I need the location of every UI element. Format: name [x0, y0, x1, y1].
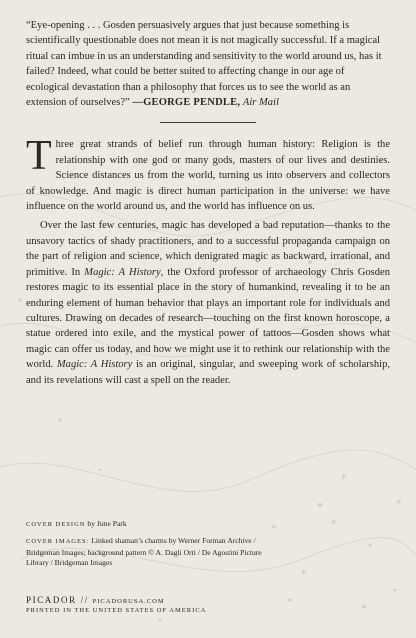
credit-value: Linked shaman’s charms by Werner Forman Archive / Bridgeman Images; background pattern © A. Dagli Orti / De Agostini Picture Library / Bridgeman Images — [26, 536, 262, 568]
description-paragraph-1 — [26, 133, 390, 214]
printed-in-line: PRINTED IN THE UNITED STATES OF AMERICA — [26, 607, 207, 614]
para1-text: hree great strands of belief run through human history: Religion is the relationship with one god or many gods, masters of our lives and destinies. Science distances us from the world, turning us into observers and collectors of knowledge. And magic is direct human participation in the universe: we have influence on the world around us, and the world has influence on us. — [26, 139, 390, 213]
svg-text:✶: ✶ — [395, 498, 403, 508]
credit-label: COVER DESIGN — [26, 521, 86, 528]
publisher-name: PICADOR — [26, 595, 77, 605]
description-paragraph-2 — [26, 218, 390, 387]
publisher-line — [26, 595, 165, 605]
svg-text:✶: ✶ — [330, 518, 338, 528]
review-quote — [26, 18, 390, 110]
svg-text:✶: ✶ — [300, 568, 308, 578]
book-title-italic: Magic: A History — [56, 359, 133, 371]
book-title-italic: Magic: A History — [84, 266, 161, 278]
back-cover-text — [26, 18, 390, 388]
divider-rule — [160, 122, 256, 123]
cover-credits — [26, 519, 276, 575]
para2-text-a: Over the last few centuries, magic has developed a bad reputation—thanks to the unsavory tactics of shady practitioners, and to a successful propaganda campaign on the part of religion and science, which denigrated magic as backward, irrational, and primitive. In — [26, 220, 390, 278]
quote-publication: Air Mail — [242, 97, 279, 109]
credit-label: COVER IMAGES: — [26, 538, 90, 546]
svg-text:✶: ✶ — [270, 523, 278, 533]
quote-text: “Eye-opening . . . Gosden persuasively argues that just because something is scientifically questionable does not mean it is not magically successful. If a magical ritual can imbue in us an understanding and sensitivity to the world around us, has it failed? Indeed, what could be better suited to affecting change in our age of ecological devastation than a philosophy that forces us to see the world as an extension of ourselves?” — [26, 20, 382, 109]
drop-cap: T — [26, 133, 52, 180]
cover-images-credit — [26, 536, 276, 568]
quote-author: —GEORGE PENDLE, — [132, 97, 241, 109]
svg-text:✶: ✶ — [340, 473, 348, 483]
separator: // — [76, 595, 93, 605]
credit-value: by June Park — [87, 519, 127, 528]
para2-text-b: , the Oxford professor of archaeology Chris Gosden restores magic to its essential place in the story of humankind, revealing it to be an enduring element of human behavior that plays an important role for individuals and cultures. Drawing on decades of research—touching on the first known horoscope, a statue ordered into exile, and the mystical power of tattoos—Gosden shows what magic can offer us today, and how we might use it to rethink our relationship with the world. — [26, 266, 390, 371]
cover-design-credit — [26, 519, 276, 530]
svg-text:✶: ✶ — [360, 603, 368, 613]
publisher-website: PICADORUSA.COM — [92, 598, 165, 605]
para2-text-c: is an original, singular, and sweeping work of scholarship, and its revelations will cast a spell on the reader. — [26, 359, 390, 386]
